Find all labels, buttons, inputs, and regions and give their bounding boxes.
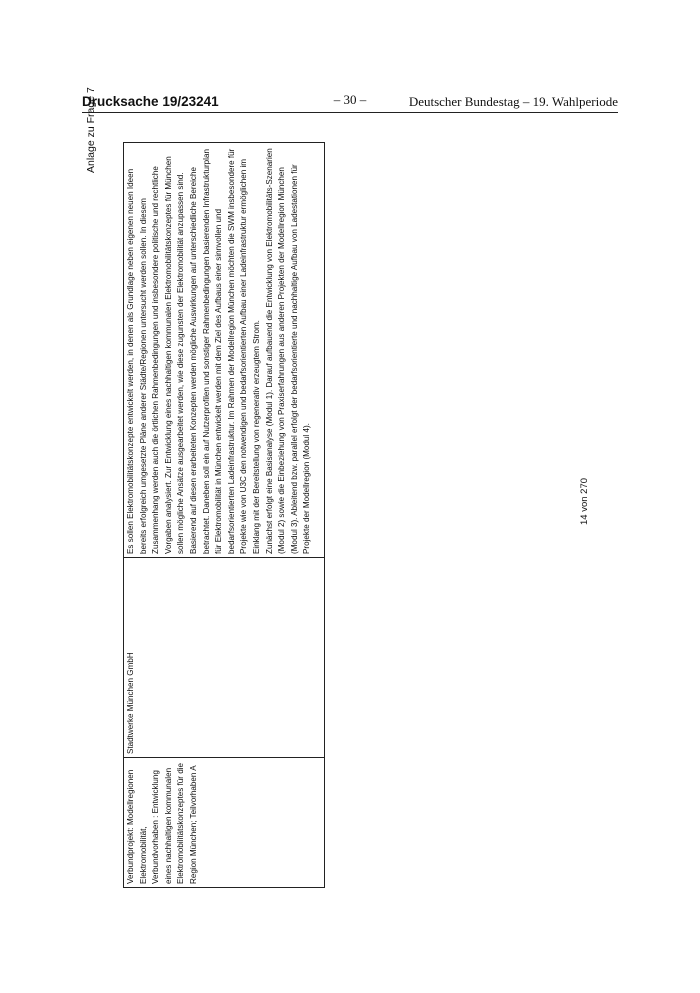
recipient-text: Stadtwerke München GmbH: [126, 652, 135, 754]
table-row: [124, 143, 325, 888]
page-marker: – 30 –: [333, 92, 367, 107]
description-paragraph: Zunächst erfolgt eine Basisanalyse (Modul 1). Darauf aufbauend die Entwicklung von Elektromobilitäts-Szenarien (Modul 2) sowie die Einbeziehung von Praxiserfahrungen aus anderen Projekten der Modellregion München (Modul 3). Ableitend bzw. parallel erfolgt der bedarfsorientierte und nachhaltige Aufbau von Ladestationen für Projekte der Modellregion (Modul 4).: [264, 148, 312, 554]
description-paragraph: Es sollen Elektromobilitätskonzepte entwickelt werden, in denen als Grundlage neben eigenen neuen Ideen bereits erfolgreich umgesetzte Pläne anderer Städte/Regionen untersucht werden sollen. In diesem Zusammenhang werden auch die örtlichen Rahmenbedingungen und insbesondere politische und rechtliche Vorgaben analysiert. Zur Entwicklung eines nachhaltigen kommunalen Elektromobilitätskonzeptes für München sollen mögliche Ansätze ausgearbeitet werden, wie diese zugunsten der Elektromobilität anzupassen sind. Basierend auf diesen erarbeiteten Konzepten werden mögliche Auswirkungen auf unterschiedliche Bereiche betrachtet. Daneben soll ein auf Nutzerprofilen und sonstiger Rahmenbedingungen basierenden Infrastrukturplan für Elektromobilität in München entwickelt werden mit dem Ziel des Aufbaus einer sinnvollen und bedarfsorientierten Ladeinfrastruktur. Im Rahmen der Modellregion München möchten die SWM insbesondere für Projekte wie von U3C den notwendigen und bedarfsorientierten Aufbau einer Ladeinfrastruktur ermöglichen im Einklang mit der Bereitstellung von regenerativ erzeugtem Strom.: [126, 148, 261, 554]
project-cell: [124, 758, 325, 888]
page-counter: 14 von 270: [579, 477, 590, 525]
header-rule: [82, 112, 618, 113]
project-text: Verbundprojekt: Modellregionen Elektromobilität, Verbundvorhaben : Entwicklung eines nachhaltigen kommunalen Elektromobilitätskonzeptes für die Region München; Teilvorhaben A: [126, 762, 198, 884]
annex-label: Anlage zu Frage 7: [85, 87, 97, 173]
recipient-cell: [124, 558, 325, 758]
doc-prefix: Drucksache: [82, 94, 159, 109]
funding-table: [123, 142, 325, 888]
parliament-label: Deutscher Bundestag – 19. Wahlperiode: [408, 94, 618, 109]
doc-number: 19/23241: [162, 94, 219, 109]
description-cell: [124, 143, 325, 558]
